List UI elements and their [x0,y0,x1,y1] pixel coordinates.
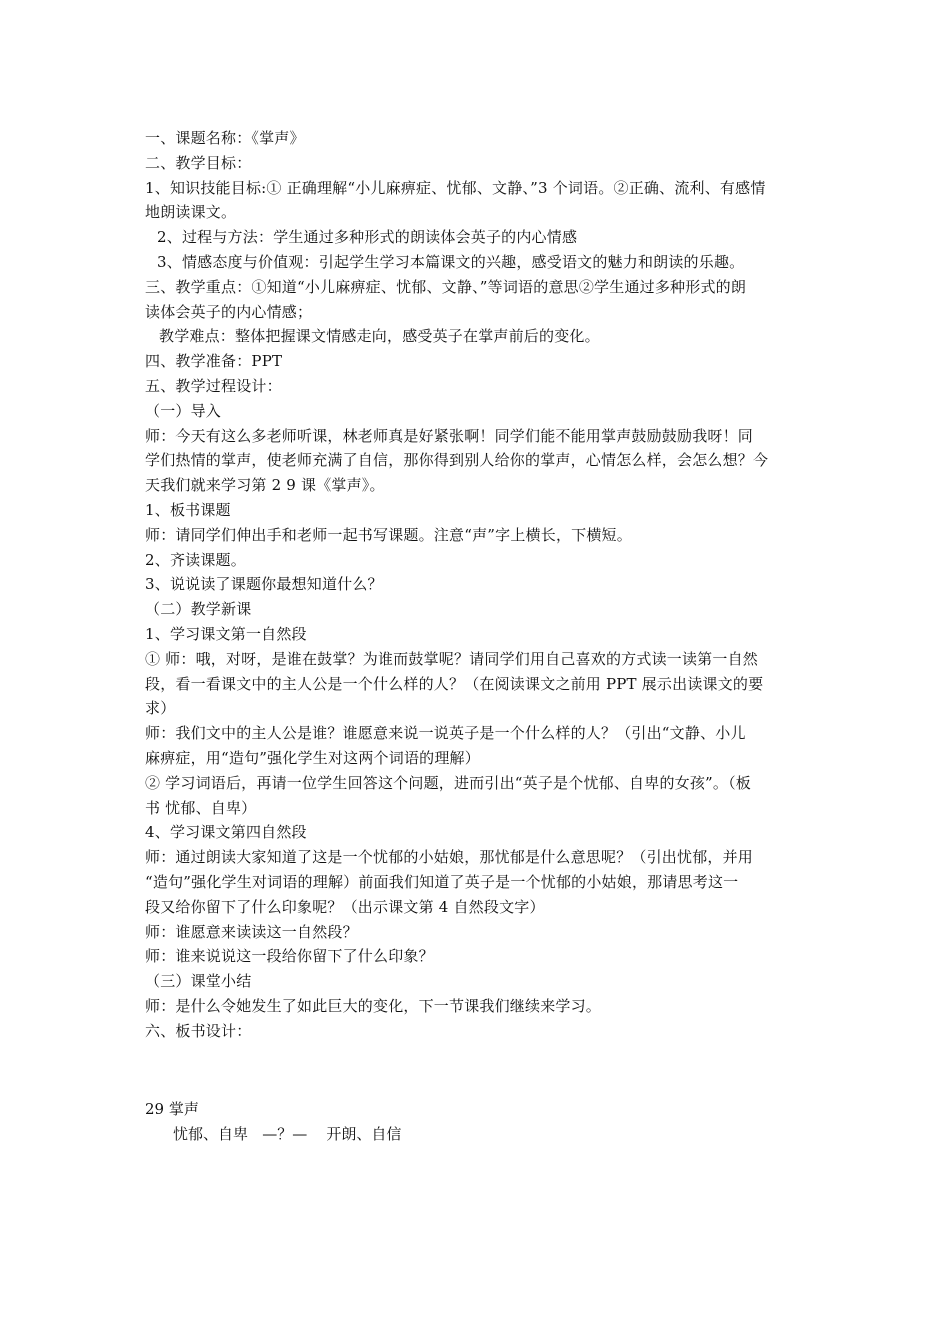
list-item: 1、板书课题 [145,500,231,519]
section-heading: 二、教学目标： [145,153,252,172]
paragraph-line: 读体会英子的内心情感； [145,302,313,321]
document-body [145,126,813,1043]
paragraph-line: 天我们就来学习第 2 9 课《掌声》。 [145,476,385,495]
paragraph-line: 段又给你留下了什么印象呢？（出示课文第 4 自然段文字） [145,897,545,916]
paragraph-line: 师：我们文中的主人公是谁？谁愿意来说一说英子是一个什么样的人？（引出“文静、小儿 [145,724,746,743]
paragraph-line: 2、过程与方法：学生通过多种形式的朗读体会英子的内心情感 [157,228,578,247]
paragraph-line: 求） [145,699,176,718]
paragraph-line: ① 师：哦，对呀，是谁在鼓掌？为谁而鼓掌呢？请同学们用自己喜欢的方式读一读第一自然 [145,649,758,668]
section-heading: 三、教学重点：①知道“小儿麻痹症、忧郁、文静、”等词语的意思②学生通过多种形式的朗 [145,277,747,296]
list-item: 1、学习课文第一自然段 [145,624,307,643]
paragraph-line: 师：谁来说说这一段给你留下了什么印象？ [145,947,434,966]
paragraph-line: 1、知识技能目标:① 正确理解“小儿麻痹症、忧郁、文静、”3 个词语。②正确、流利、有感情 [145,178,766,197]
section-title: 一、课题名称：《掌声》 [145,129,305,147]
paragraph-line: 师：谁愿意来读读这一自然段？ [145,922,358,941]
paragraph-line: 学们热情的掌声，使老师充满了自信，那你得到别人给你的掌声，心情怎么样，会怎么想？今 [145,451,769,470]
paragraph-line: 师：今天有这么多老师听课，林老师真是好紧张啊！同学们能不能用掌声鼓励鼓励我呀！同 [145,426,754,445]
subsection-heading: （一）导入 [145,401,222,420]
paragraph-line: “造句”强化学生对词语的理解）前面我们知道了英子是一个忧郁的小姑娘，那请思考这一 [145,872,739,891]
paragraph-line: 麻痹症，用“造句”强化学生对这两个词语的理解） [145,748,480,767]
paragraph-line: 师：是什么令她发生了如此巨大的变化，下一节课我们继续来学习。 [145,996,602,1015]
paragraph-line: 师：请同学们伸出手和老师一起书写课题。注意“声”字上横长，下横短。 [145,525,632,544]
paragraph-line: 教学难点：整体把握课文情感走向，感受英子在掌声前后的变化。 [159,327,600,346]
subsection-heading: （三）课堂小结 [145,972,252,991]
section-heading: 五、教学过程设计： [145,376,282,395]
subsection-heading: （二）教学新课 [145,600,252,619]
paragraph-line: ② 学习词语后，再请一位学生回答这个问题，进而引出“英子是个忧郁、自卑的女孩”。（板 [145,773,752,792]
paragraph-line: 3、情感态度与价值观：引起学生学习本篇课文的兴趣，感受语文的魅力和朗读的乐趣。 [157,252,745,271]
section-heading: 四、教学准备：PPT [145,352,283,371]
paragraph-line: 段，看一看课文中的主人公是一个什么样的人？（在阅读课文之前用 PPT 展示出读课文的要 [145,674,764,693]
blackboard-design [145,1097,645,1147]
board-line: 忧郁、自卑 —？— 开朗、自信 [173,1124,402,1143]
paragraph-line: 地朗读课文。 [145,203,237,222]
list-item: 4、学习课文第四自然段 [145,823,307,842]
paragraph-line: 师：通过朗读大家知道了这是一个忧郁的小姑娘，那忧郁是什么意思呢？（引出忧郁，并用 [145,848,754,867]
paragraph-line: 书 忧郁、自卑） [145,798,257,817]
board-title: 29 掌声 [145,1100,199,1118]
section-heading: 六、板书设计： [145,1021,252,1040]
list-item: 2、齐读课题。 [145,550,246,569]
list-item: 3、说说读了课题你最想知道什么？ [145,575,383,594]
